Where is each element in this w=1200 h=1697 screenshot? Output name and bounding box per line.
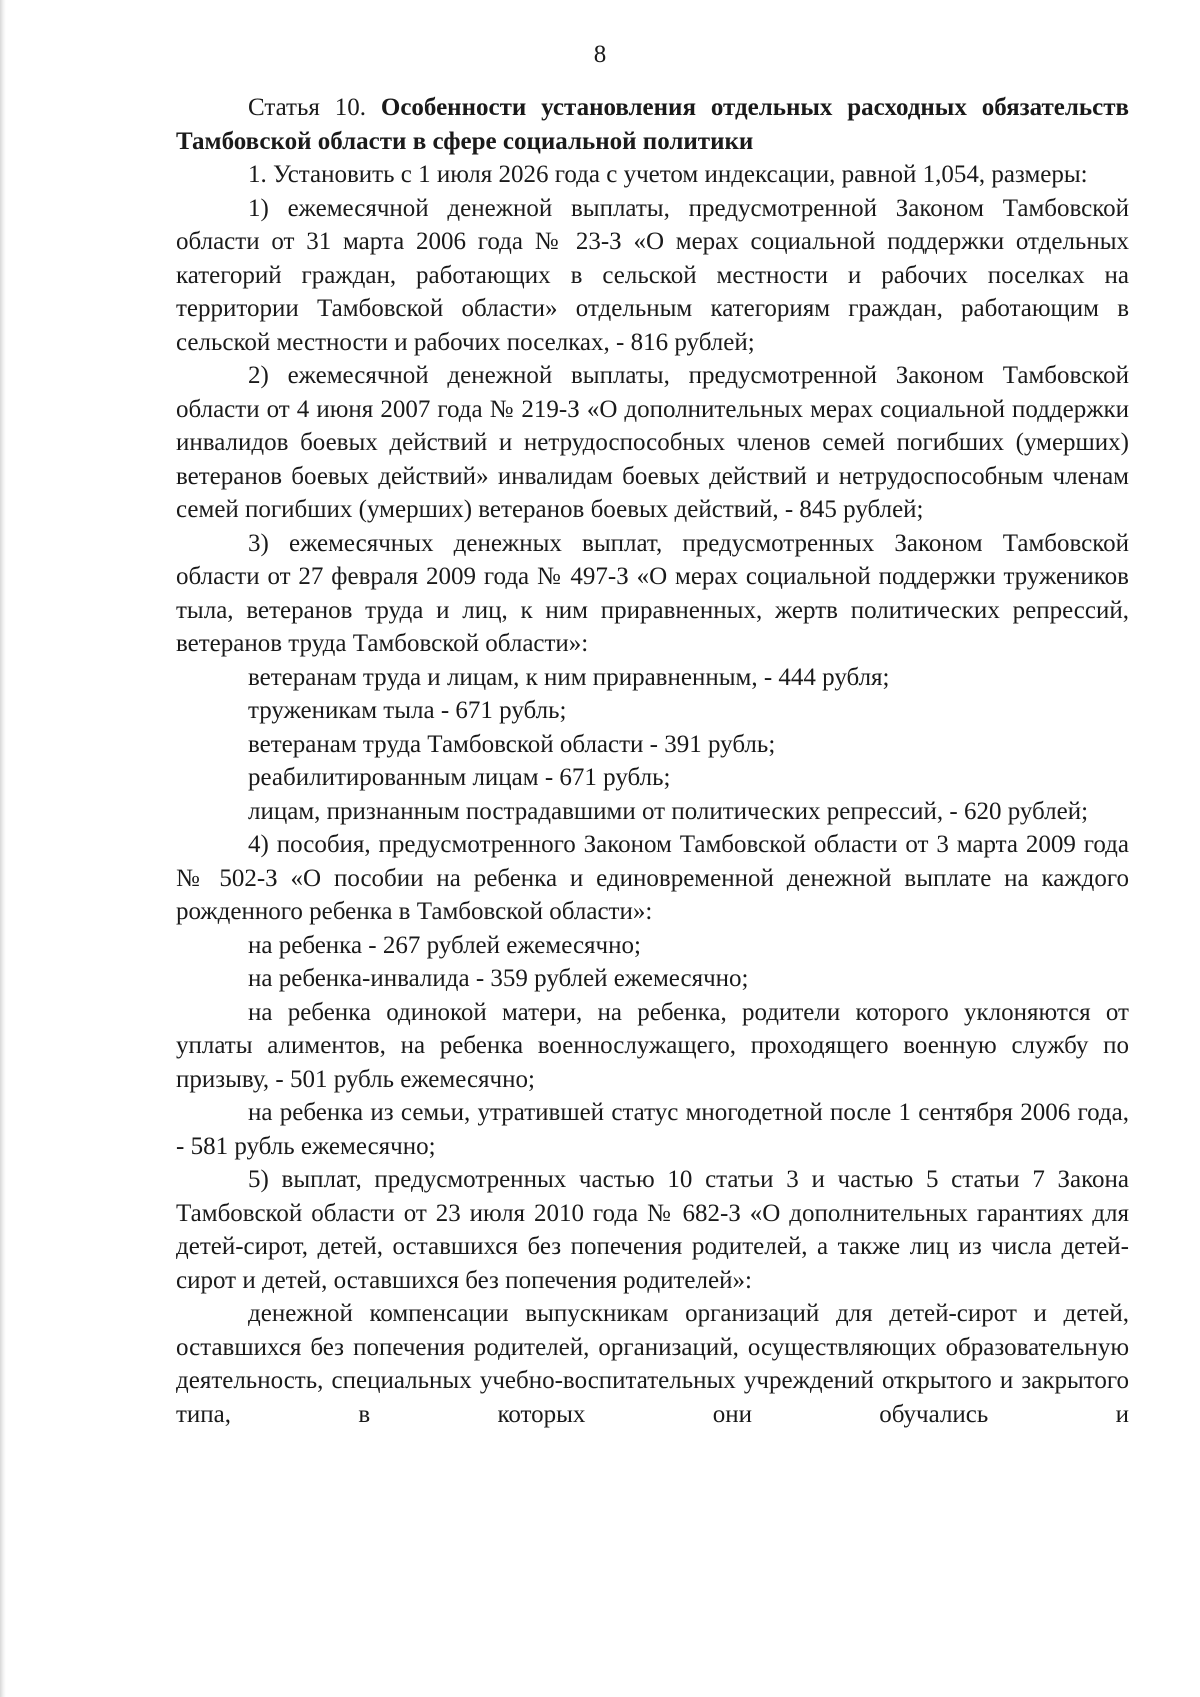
paragraph-item-4: 4) пособия, предусмотренного Законом Тамбовской области от 3 марта 2009 года № 502-З «О пособии на ребенка и единовременной денежной выплате на каждого рожденного ребенка в Тамбовской области»: (176, 831, 1129, 925)
paragraph-1: 1. Установить с 1 июля 2026 года с учетом индексации, равной 1,054, размеры: (248, 161, 1088, 188)
paragraph-item-5-sub-1: денежной компенсации выпускникам организаций для детей-сирот и детей, оставшихся без попечения родителей, организаций, осуществляющих образовательную деятельность, специальных учебно-воспитательных учреждений открытого и закрытого типа, в которых они обучались и (176, 1300, 1129, 1428)
paragraph-item-4-sub-2: на ребенка-инвалида - 359 рублей ежемесячно; (248, 965, 749, 992)
paragraph-item-3-sub-2: труженикам тыла - 671 рубль; (248, 697, 567, 724)
paragraph-item-3-sub-3: ветеранам труда Тамбовской области - 391 рубль; (248, 730, 776, 758)
article-label: Статья 10. (248, 94, 366, 121)
article-heading (176, 91, 1129, 158)
article-title: Особенности установления отдельных расходных обязательств Тамбовской области в сфере социальной политики (176, 94, 1130, 155)
paragraph-item-4-sub-1: на ребенка - 267 рублей ежемесячно; (248, 931, 641, 959)
paragraph-item-3: 3) ежемесячных денежных выплат, предусмотренных Законом Тамбовской области от 27 февраля 2009 года № 497-З «О мерах социальной поддержки тружеников тыла, ветеранов труда и лиц, к ним приравненных, жертв политических репрессий, ветеранов труда Тамбовской области»: (176, 529, 1129, 657)
paragraph-item-3-sub-1: ветеранам труда и лицам, к ним приравненным, - 444 рубля; (248, 663, 890, 691)
page-number: 8 (593, 41, 607, 68)
paragraph-item-2: 2) ежемесячной денежной выплаты, предусмотренной Законом Тамбовской области от 4 июня 2007 года № 219-З «О дополнительных мерах социальной поддержки инвалидов боевых действий и нетрудоспособных членов семей погибших (умерших) ветеранов боевых действий» инвалидам боевых действий и нетрудоспособным членам семей погибших (умерших) ветеранов боевых действий, - 845 рублей; (176, 362, 1129, 523)
paragraph-item-3-sub-4: реабилитированным лицам - 671 рубль; (248, 764, 671, 791)
document-body (176, 91, 1129, 1431)
paragraph-item-4-sub-3: на ребенка одинокой матери, на ребенка, родители которого уклоняются от уплаты алиментов, на ребенка военнослужащего, проходящего военную службу по призыву, - 501 рубль ежемесячно; (176, 998, 1129, 1093)
paragraph-item-5: 5) выплат, предусмотренных частью 10 статьи 3 и частью 5 статьи 7 Закона Тамбовской области от 23 июля 2010 года № 682-З «О дополнительных гарантиях для детей-сирот, детей, оставшихся без попечения родителей, а также лиц из числа детей-сирот и детей, оставшихся без попечения родителей»: (176, 1166, 1129, 1294)
paragraph-item-1: 1) ежемесячной денежной выплаты, предусмотренной Законом Тамбовской области от 31 марта 2006 года № 23-З «О мерах социальной поддержки отдельных категорий граждан, работающих в сельской местности и рабочих поселках на территории Тамбовской области» отдельным категориям граждан, работающим в сельской местности и рабочих поселках, - 816 рублей; (176, 194, 1129, 356)
paragraph-item-4-sub-4: на ребенка из семьи, утратившей статус многодетной после 1 сентября 2006 года, - 581 рубль ежемесячно; (176, 1099, 1129, 1160)
paragraph-item-3-sub-5: лицам, признанным пострадавшими от политических репрессий, - 620 рублей; (248, 797, 1089, 825)
